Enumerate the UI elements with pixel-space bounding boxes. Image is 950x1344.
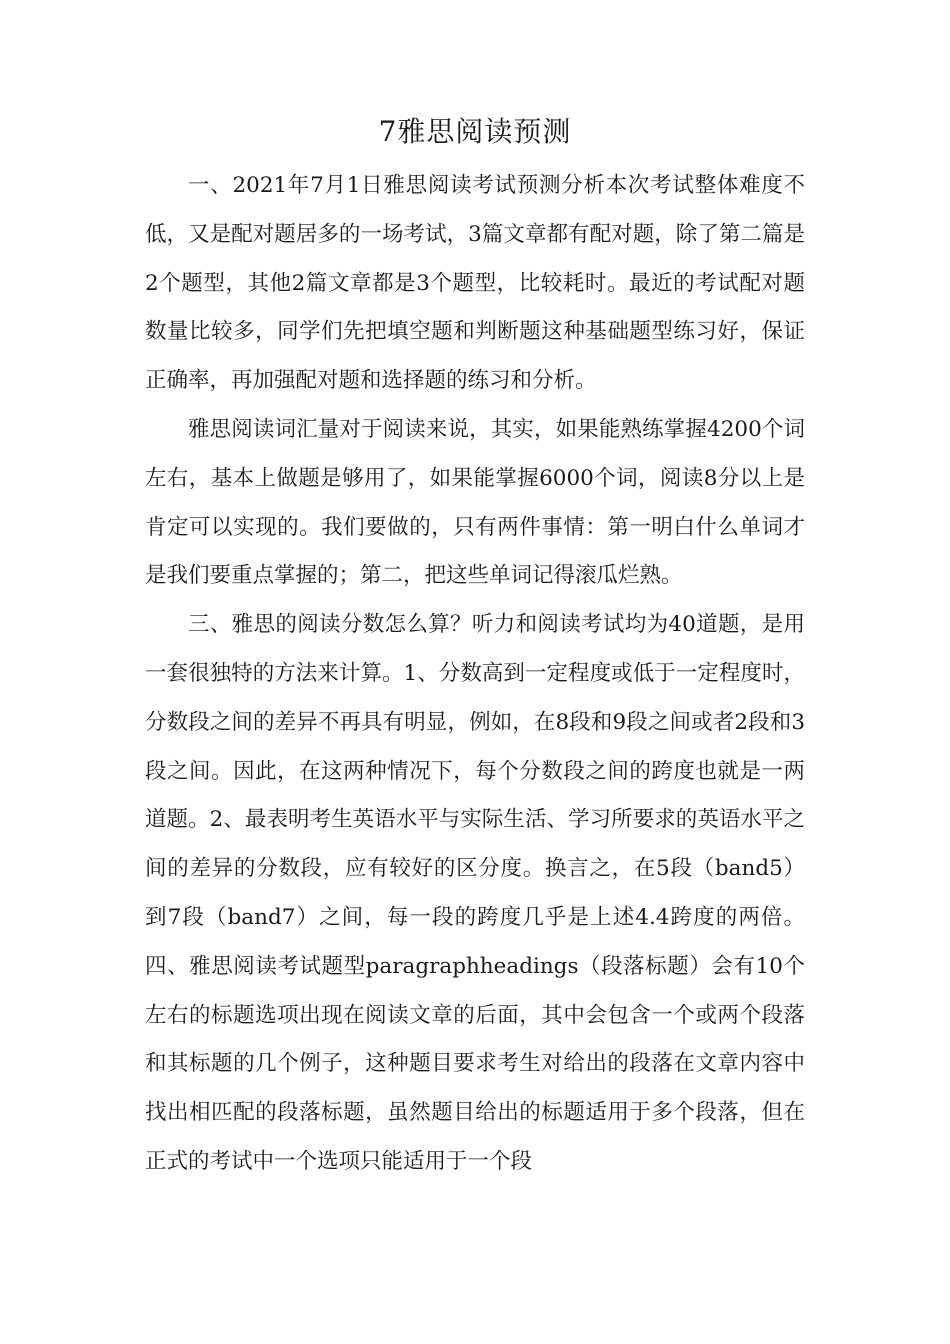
document-body bbox=[145, 162, 805, 1187]
paragraph-3: 三、雅思的阅读分数怎么算？听力和阅读考试均为40道题，是用一套很独特的方法来计算。1、分数高到一定程度或低于一定程度时，分数段之间的差异不再具有明显，例如，在8段和9段之间或者2段和3段之间。因此，在这两种情况下，每个分数段之间的跨度也就是一两道题。2、最表明考生英语水平与实际生活、学习所要求的英语水平之间的差异的分数段，应有较好的区分度。换言之，在5段（band5）到7段（band7）之间，每一段的跨度几乎是上述4.4跨度的两倍。四、雅思阅读考试题型paragraphheadings（段落标题）会有10个左右的标题选项出现在阅读文章的后面，其中会包含一个或两个段落和其标题的几个例子，这种题目要求考生对给出的段落在文章内容中找出相匹配的段落标题，虽然题目给出的标题适用于多个段落，但在正式的考试中一个选项只能适用于一个段 bbox=[145, 612, 805, 1174]
document-title: 7雅思阅读预测 bbox=[378, 115, 572, 148]
paragraph-2: 雅思阅读词汇量对于阅读来说，其实，如果能熟练掌握4200个词左右，基本上做题是够用了，如果能掌握6000个词，阅读8分以上是肯定可以实现的。我们要做的，只有两件事情：第一明白什么单词才是我们要重点掌握的；第二，把这些单词记得滚瓜烂熟。 bbox=[145, 416, 805, 589]
paragraph-1: 一、2021年7月1日雅思阅读考试预测分析本次考试整体难度不低，又是配对题居多的一场考试，3篇文章都有配对题，除了第二篇是2个题型，其他2篇文章都是3个题型，比较耗时。最近的考试配对题数量比较多，同学们先把填空题和判断题这种基础题型练习好，保证正确率，再加强配对题和选择题的练习和分析。 bbox=[145, 173, 805, 394]
